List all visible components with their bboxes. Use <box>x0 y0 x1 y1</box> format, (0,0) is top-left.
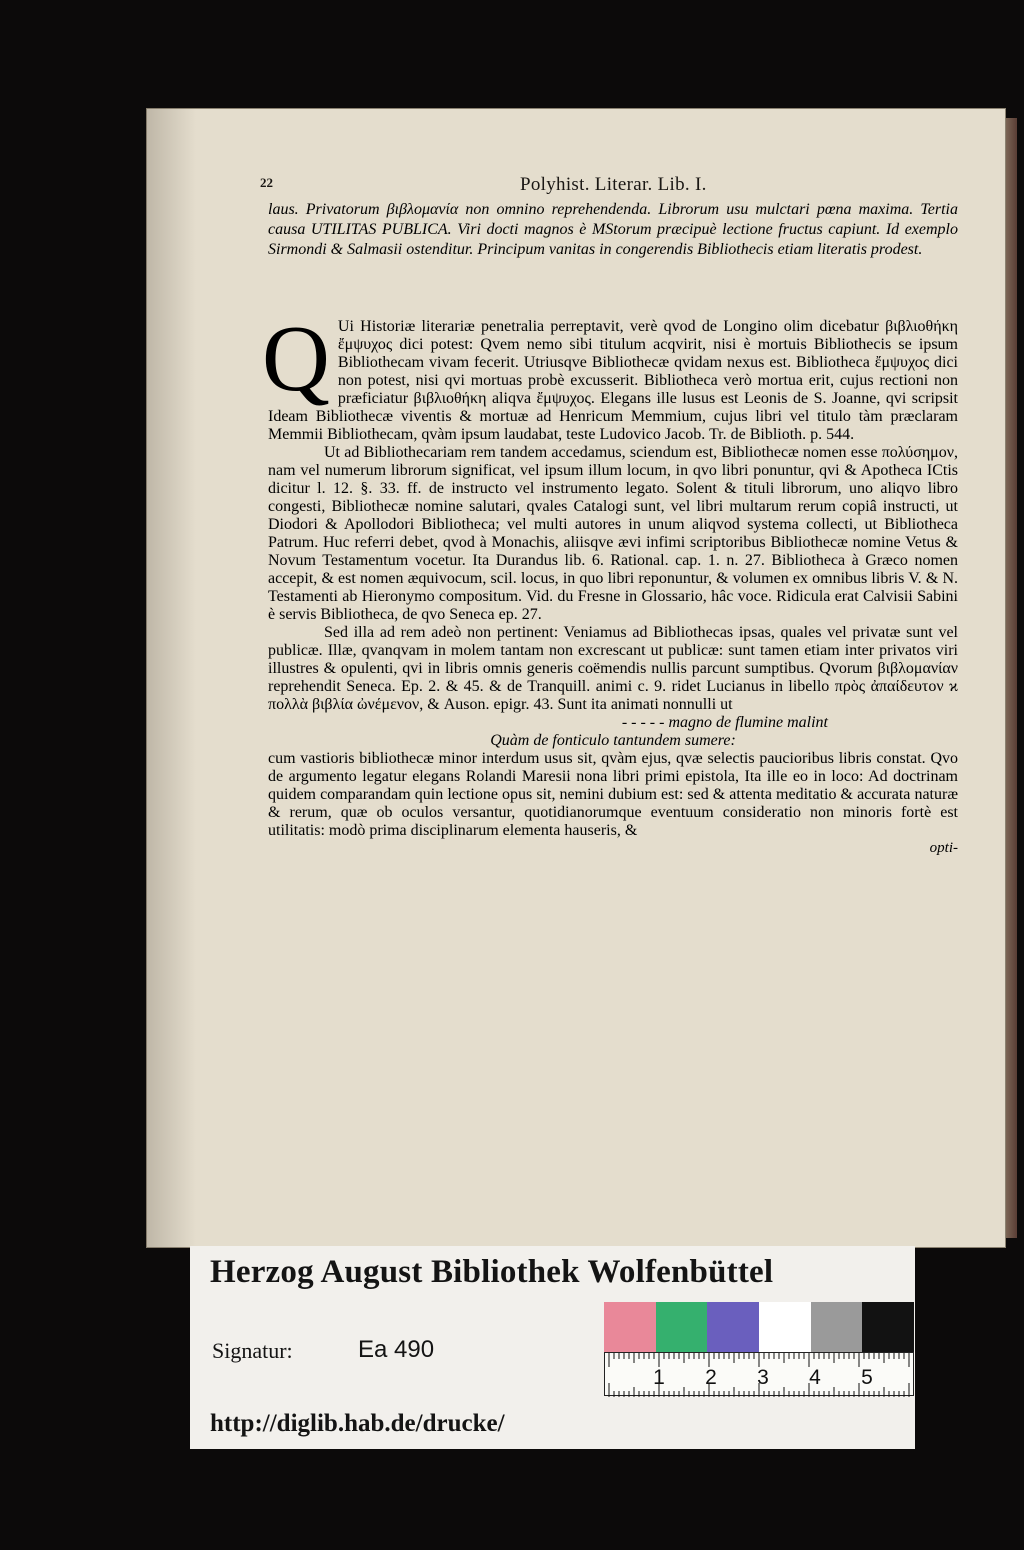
ruler-number: 4 <box>809 1366 821 1389</box>
verse-line-1: - - - - - magno de flumine malint <box>621 714 828 731</box>
swatch-black <box>862 1302 914 1352</box>
ruler-number: 1 <box>653 1366 665 1389</box>
ruler-number: 3 <box>757 1366 769 1389</box>
url-box <box>190 1406 568 1446</box>
swatch-green <box>656 1302 708 1352</box>
signatur-value: Ea 490 <box>358 1336 435 1363</box>
page-number: 22 <box>260 175 273 190</box>
ruler-number: 2 <box>705 1366 717 1389</box>
paragraph-2: Ut ad Bibliothecariam rem tandem accedamus, sciendum est, Bibliothecæ nomen esse πολύσημον, nam vel numerum librorum significat, vel ipsum illum locum, in qvo libri ponuntur, qvi & Apotheca ICtis dicitur l. 12. §. 33. ff. de instructo vel instrumento legato. Solent & tituli librorum, uno aliqvo libro congesti, Bibliothecæ nomine salutari, qvales Catalogi sunt, vel libri multarum rerum copiâ instructi, ut Diodori & Apollodori Bibliotheca; vel multi autores in unum aliqvod systema collecti, ut Bibliotheca Patrum. Huc referri debet, qvod à Monachis, aliisqve ævi infimi scriptoribus Bibliothecæ nomine Vetus & Novum Testamentum vocetur. Ita Durandus lib. 6. Rational. cap. 1. n. 27. Bibliotheca à Græco nomen accepit, & est nomen æquivocum, scil. locus, in quo libri reponuntur, & volumen ex omnibus libris V. & N. Testamenti ab Hieronymo compositum. Vid. du Fresne in Glossario, hâc voce. Ridicula erat Calvisii Sabini è servis Bibliotheca, de qvo Seneca ep. 27. <box>268 444 958 623</box>
running-head: Polyhist. Literar. Lib. I. <box>520 174 707 195</box>
swatch-blue <box>707 1302 759 1352</box>
paragraph-4: cum vastioris bibliothecæ minor interdum usus sit, qvàm ejus, qvæ selectis paucioribus libris constat. Qvo de argumento legatur elegans Rolandi Maresii nona libri primi epistola, Ita ille eo in loco: Ad doctrinam quidem comparandam quin lectione opus sit, nemini dubium est: sed & attenta meditatio & accurata naturæ & rerum, quæ ob oculos versantur, quotidianorumque eventuum consideratio non minoris fortè est utilitatis: modò prima disciplinarum elementa hauseris, & <box>268 750 958 839</box>
swatch-white <box>759 1302 811 1352</box>
scale-ruler <box>604 1352 914 1396</box>
color-calibration-swatches <box>604 1302 914 1352</box>
paragraph-3: Sed illa ad rem adeò non pertinent: Veniamus ad Bibliothecas ipsas, quales vel privatæ sunt vel publicæ. Illæ, qvanqvam in molem tantam non excrescant ut publicæ: sunt tamen etiam inter privatos viri illustres & opulenti, qvi in libris omnis generis coëmendis nullis parcunt sumptibus. Qvorum βιβλομανίαν reprehendit Seneca. Ep. 2. & 45. & de Tranquill. animi c. 9. ridet Lucianus in libello πρὸς ἀπαίδευτον ϰ πολλὰ βιβλία ὠνέμενον, & Auson. epigr. 43. Sunt ita animati nonnulli ut <box>268 624 958 713</box>
swatch-pink <box>604 1302 656 1352</box>
chapter-summary: laus. Privatorum βιβλομανία non omnino reprehendenda. Librorum usu mulctari pœna maxima. Tertia causa UTILITAS PUBLICA. Viri docti magnos è MStorum præcipuè lectione fructus capiunt. Id exemplo Sirmondi & Salmasii ostenditur. Principum vanitas in congerendis Bibliothecis etiam literatis prodest. <box>268 201 958 259</box>
paragraph-1 <box>262 307 958 444</box>
verse-line-2: Quàm de fonticulo tantundem sumere: <box>490 732 736 749</box>
library-title: Herzog August Bibliothek Wolfenbüttel <box>210 1254 774 1290</box>
paragraph-1-text: Ui Historiæ literariæ penetralia perreptavit, verè qvod de Longino olim dicebatur βιβλιοθήκη ἔμψυχος dici potest: Qvem nemo sibi titulum acqvirit, nisi è mortuis Bibliothecis se ipsum Bibliothecam vivam fecerit. Utriusqve Bibliothecæ qvidam nexus est. Bibliotheca ἔμψυχος dici non potest, nisi qvi mortuas probè excusserit. Bibliotheca verò mortua erit, cujus rectioni non præficiatur βιβλιοθήκη aliqva ἔμψυχος. Elegans ille lusus est Leonis de S. Joanne, qvi scripsit Ideam Bibliothecæ viventis & mortuæ ad Henricum Memmium, cujus libri vel titulo tàm præclaram Memmii Bibliothecam, qvàm ipsum laudabat, teste Ludovico Jacob. Tr. de Biblioth. p. 544. <box>268 318 958 443</box>
library-url: http://diglib.hab.de/drucke/ <box>210 1410 505 1437</box>
drop-cap: Q <box>262 307 330 411</box>
catchword: opti- <box>929 840 958 856</box>
signatur-label: Signatur: <box>212 1338 293 1363</box>
swatch-gray <box>811 1302 863 1352</box>
ruler-ticks <box>605 1353 915 1397</box>
main-text <box>262 307 958 857</box>
ruler-number: 5 <box>861 1366 873 1389</box>
